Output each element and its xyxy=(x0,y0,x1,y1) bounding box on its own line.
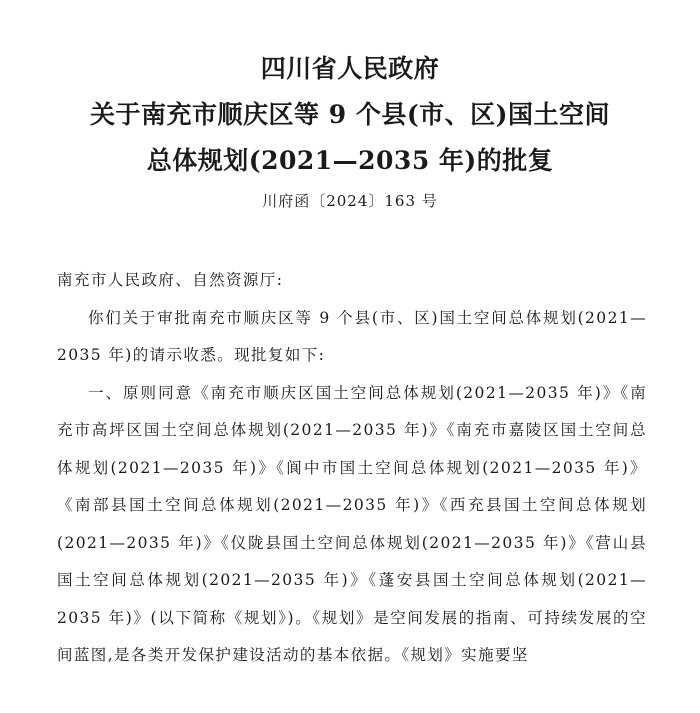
addressee: 南充市人民政府、自然资源厅: xyxy=(57,271,284,289)
document-number: 川府函〔2024〕163 号 xyxy=(262,192,438,210)
document-body xyxy=(57,262,647,675)
paragraph-request-received: 你们关于审批南充市顺庆区等 9 个县(市、区)国土空间总体规划(2021—2035 年)的请示收悉。现批复如下: xyxy=(57,308,647,364)
document-header xyxy=(0,46,700,212)
paragraph-approval: 一、原则同意《南充市顺庆区国土空间总体规划(2021—2035 年)》《南充市高坪区国土空间总体规划(2021—2035 年)》《南充市嘉陵区国土空间总体规划(2021—2035 年)》《阆中市国土空间总体规划(2021—2035 年)》《南部县国土空间总体规划(2021—2035 年)》《西充县国土空间总体规划(2021—2035 年)》《仪陇县国土空间总体规划(2021—2035 年)》《营山县国土空间总体规划(2021—2035 年)》《蓬安县国土空间总体规划(2021—2035 年)》(以下简称《规划》)。《规划》是空间发展的指南、可持续发展的空间蓝图,是各类开发保护建设活动的基本依据。《规划》实施要坚 xyxy=(57,383,647,664)
title-subject-continued: 总体规划(2021—2035 年)的批复 xyxy=(146,146,554,175)
title-subject: 关于南充市顺庆区等 9 个县(市、区)国土空间 xyxy=(90,100,610,129)
title-issuer: 四川省人民政府 xyxy=(260,54,440,83)
